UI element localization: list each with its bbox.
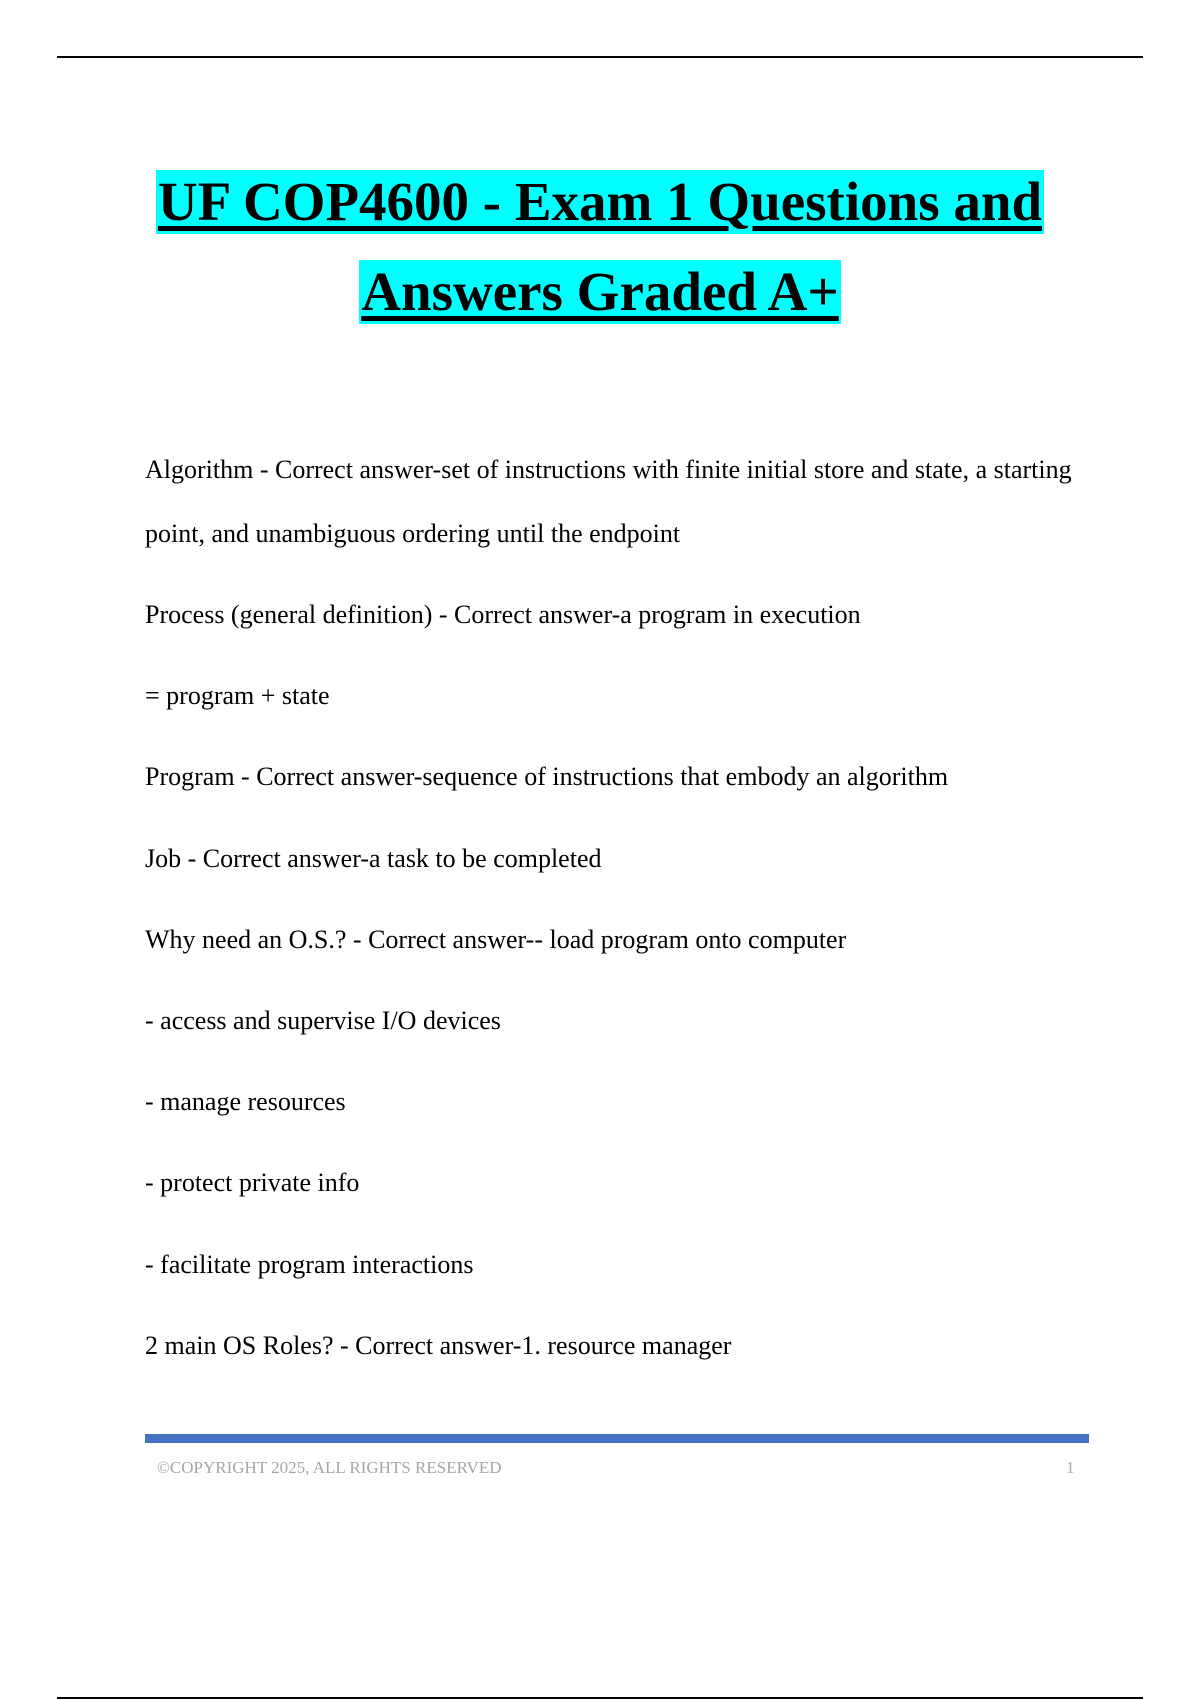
bottom-rule xyxy=(57,1697,1143,1699)
footer-copyright: ©COPYRIGHT 2025, ALL RIGHTS RESERVED xyxy=(157,1458,502,1477)
entry-program-interactions: - facilitate program interactions xyxy=(145,1250,474,1279)
title-line-2: Answers Graded A+ xyxy=(361,261,839,322)
entry-protect-info: - protect private info xyxy=(145,1168,360,1197)
page-number: 1 xyxy=(1066,1458,1075,1477)
entry-process-formula: = program + state xyxy=(145,681,330,710)
footer-divider xyxy=(145,1434,1089,1443)
entry-manage-resources: - manage resources xyxy=(145,1087,346,1116)
entry-process: Process (general definition) - Correct answer-a program in execution xyxy=(145,600,861,629)
entry-algorithm: Algorithm - Correct answer-set of instructions with finite initial store and state, a starting point, and unambiguous ordering until the endpoint xyxy=(145,455,1072,548)
document-title xyxy=(0,170,1200,324)
entry-io-devices: - access and supervise I/O devices xyxy=(145,1006,501,1035)
entry-why-os: Why need an O.S.? - Correct answer-- load program onto computer xyxy=(145,925,847,954)
entry-os-roles: 2 main OS Roles? - Correct answer-1. resource manager xyxy=(145,1331,732,1360)
top-rule xyxy=(57,56,1143,58)
title-line-1: UF COP4600 - Exam 1 Questions and xyxy=(157,171,1043,232)
entry-program: Program - Correct answer-sequence of instructions that embody an algorithm xyxy=(145,762,949,791)
entry-job: Job - Correct answer-a task to be completed xyxy=(145,844,602,873)
